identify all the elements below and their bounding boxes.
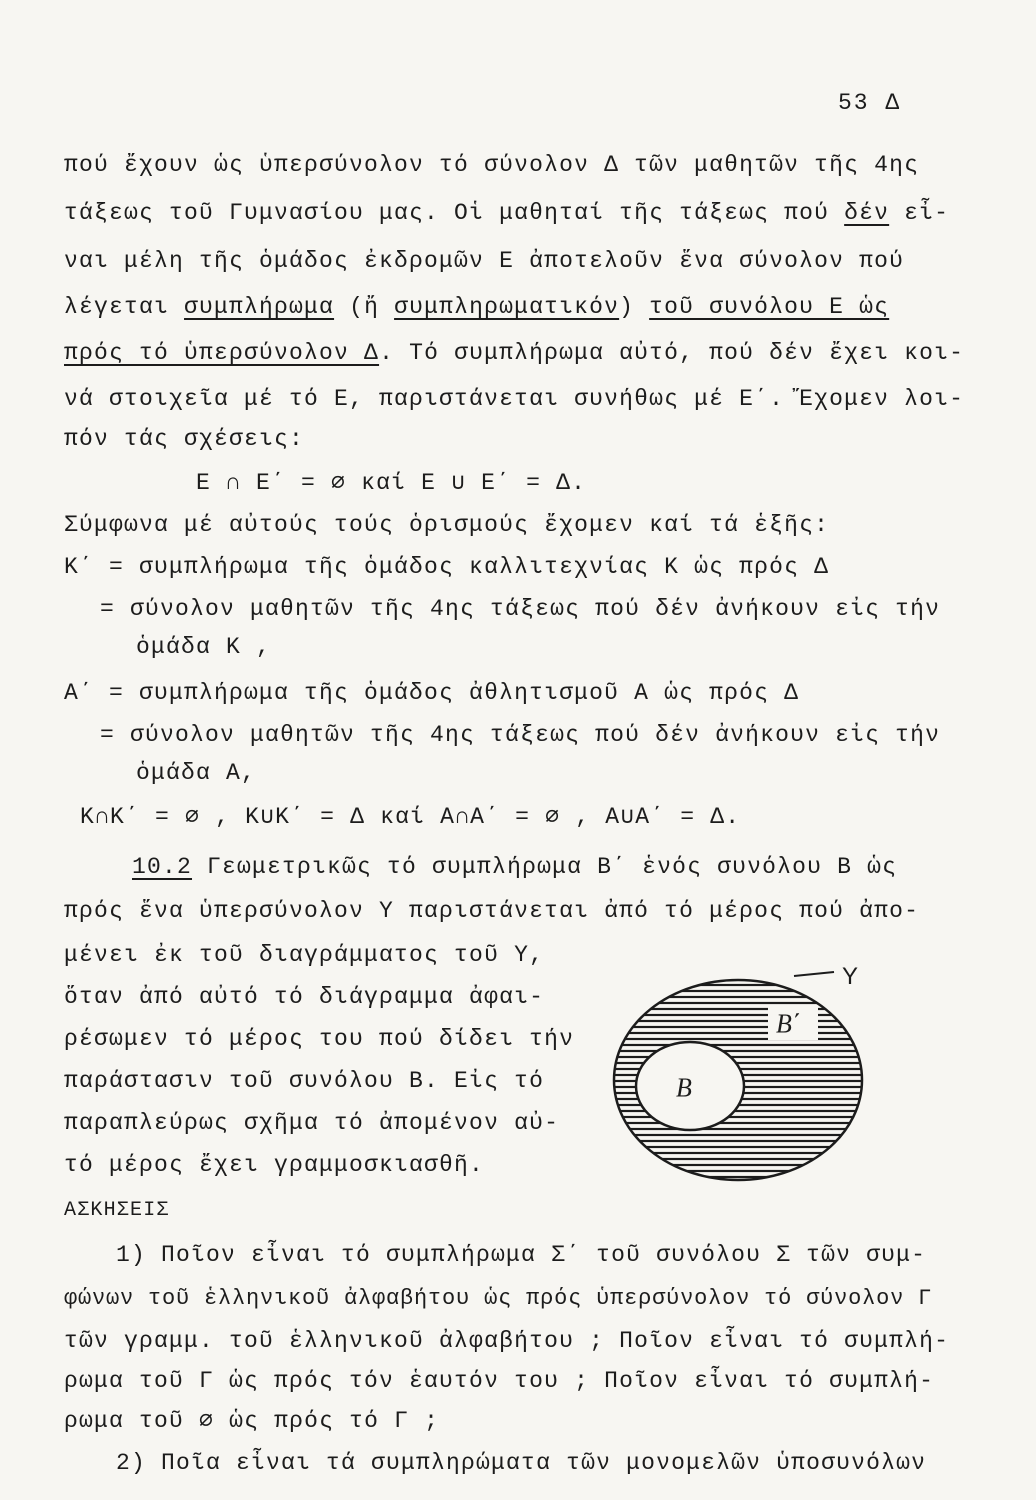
text-line-2-b: εἶ- <box>889 200 950 226</box>
text-line-6: νά στοιχεῖα μέ τό Ε, παριστάνεται συνήθως μέ Ε΄. Ἔχομεν λοι- <box>64 386 965 412</box>
text-line-29: 2) Ποῖα εἶναι τά συμπληρώματα τῶν μονομελῶν ὑποσυνόλων <box>116 1450 927 1476</box>
text-line-15-rest: Γεωμετρικῶς τό συμπλήρωμα Β΄ ἑνός συνόλου Β ὡς <box>192 854 898 880</box>
text-line-11: ὁμάδα Κ , <box>136 634 272 660</box>
text-line-28: ρωμα τοῦ ∅ ὡς πρός τό Γ ; <box>64 1408 440 1434</box>
label-y-pointer <box>794 972 834 976</box>
label-y: Υ <box>842 963 859 990</box>
text-line-8: Σύμφωνα μέ αὐτούς τούς ὁρισμούς ἔχομεν καί τά ἑξῆς: <box>64 512 830 538</box>
text-line-14: ὁμάδα Α, <box>136 760 257 786</box>
text-line-4-a: λέγεται <box>64 294 185 320</box>
text-line-1: πού ἔχουν ὡς ὑπερσύνολον τό σύνολον Δ τῶν μαθητῶν τῆς 4ης <box>64 152 920 178</box>
page-number: 53 Δ <box>838 90 902 116</box>
text-line-3: ναι μέλη τῆς ὁμάδος ἐκδρομῶν Ε ἀποτελοῦν ἕνα σύνολον πού <box>64 248 905 274</box>
section-number: 10.2 <box>132 854 193 880</box>
exercises-heading: ΑΣΚΗΣΕΙΣ <box>64 1199 170 1222</box>
text-line-21: παραπλεύρως σχῆμα τό ἀπομένον αὐ- <box>64 1110 560 1136</box>
text-line-2-a: τάξεως τοῦ Γυμνασίου μας. Οἱ μαθηταί τῆς τάξεως πού <box>64 200 830 226</box>
label-b-prime: Β΄ <box>776 1009 801 1038</box>
text-line-9: Κ΄ = συμπλήρωμα τῆς ὁμάδος καλλιτεχνίας Κ ὡς πρός Δ <box>64 554 830 580</box>
equation-1: Ε ∩ Ε΄ = ∅ καί Ε ∪ Ε΄ = Δ. <box>196 470 587 496</box>
text-line-24: 1) Ποῖον εἶναι τό συμπλήρωμα Σ΄ τοῦ συνόλου Σ τῶν συμ- <box>116 1242 927 1268</box>
complement-diagram-svg <box>598 958 878 1198</box>
complement-diagram <box>598 958 878 1198</box>
text-line-27: ρωμα τοῦ Γ ὡς πρός τόν ἑαυτόν του ; Ποῖον εἶναι τό συμπλή- <box>64 1368 935 1394</box>
text-line-10: = σύνολον μαθητῶν τῆς 4ης τάξεως πού δέν ἀνήκουν εἰς τήν <box>100 596 941 622</box>
text-line-26: τῶν γραμμ. τοῦ ἑλληνικοῦ ἀλφαβήτου ; Ποῖον εἶναι τό συμπλή- <box>64 1328 950 1354</box>
text-line-17: μένει ἐκ τοῦ διαγράμματος τοῦ Υ, <box>64 942 545 968</box>
text-line-25: φώνων τοῦ ἑλληνικοῦ ἀλφαβήτου ὡς πρός ὑπερσύνολον τό σύνολον Γ <box>64 1286 933 1311</box>
text-line-2 <box>64 198 949 228</box>
text-line-7: πόν τάς σχέσεις: <box>64 426 305 452</box>
equation-2: Κ∩Κ΄ = ∅ , Κ∪Κ΄ = Δ καί Α∩Α΄ = ∅ , Α∪Α΄ = Δ. <box>80 804 741 830</box>
text-line-12: Α΄ = συμπλήρωμα τῆς ὁμάδος ἀθλητισμοῦ Α ὡς πρός Δ <box>64 680 800 706</box>
label-b: Β <box>676 1073 692 1102</box>
text-line-20: παράστασιν τοῦ συνόλου Β. Εἰς τό <box>64 1068 545 1094</box>
text-line-15 <box>132 852 897 882</box>
text-line-22: τό μέρος ἔχει γραμμοσκιασθῆ. <box>64 1152 485 1178</box>
text-line-4 <box>64 292 889 322</box>
underlined-complement: συμπλήρωμα <box>184 294 335 320</box>
text-line-5 <box>64 338 964 368</box>
text-line-4-c: ) <box>619 294 650 320</box>
text-line-18: ὅταν ἀπό αὐτό τό διάγραμμα ἀφαι- <box>64 984 545 1010</box>
text-line-5-rest: . Τό συμπλήρωμα αὐτό, πού δέν ἔχει κοι- <box>379 340 965 366</box>
underlined-of-set-e: τοῦ συνόλου Ε ὡς <box>649 294 890 320</box>
text-line-19: ρέσωμεν τό μέρος του πού δίδει τήν <box>64 1026 575 1052</box>
underlined-den: δέν <box>844 200 890 226</box>
text-line-16: πρός ἕνα ὑπερσύνολον Υ παριστάνεται ἀπό τό μέρος πού ἀπο- <box>64 898 920 924</box>
text-line-13: = σύνολον μαθητῶν τῆς 4ης τάξεως πού δέν ἀνήκουν εἰς τήν <box>100 722 941 748</box>
underlined-complementary: συμπληρωματικόν <box>394 294 620 320</box>
text-line-4-b: (ἤ <box>334 294 395 320</box>
underlined-superset: πρός τό ὑπερσύνολον Δ <box>64 340 380 366</box>
